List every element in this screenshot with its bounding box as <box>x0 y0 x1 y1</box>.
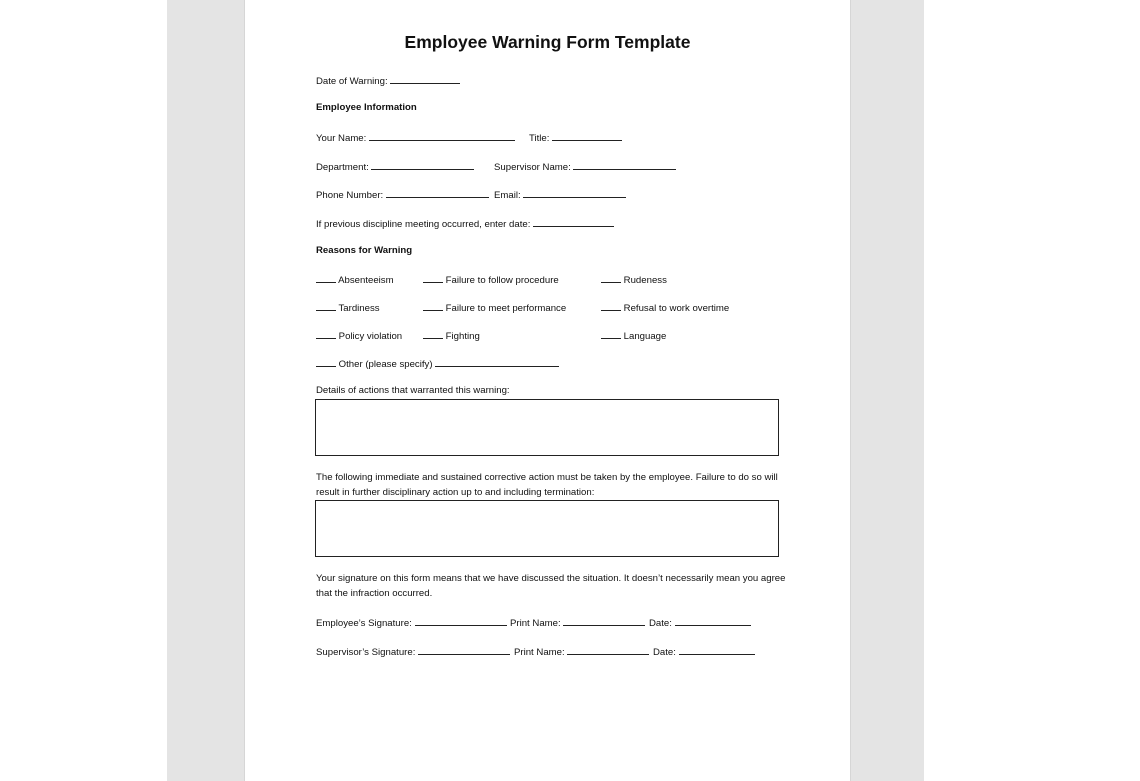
reasons-row <box>316 301 796 313</box>
reason-language: Language <box>623 331 667 342</box>
document-page <box>245 0 850 781</box>
reason-failure-procedure: Failure to follow procedure <box>445 275 559 286</box>
reason-tardiness: Tardiness <box>338 303 380 314</box>
phone-email-row <box>316 188 796 200</box>
reason-absenteeism: Absenteeism <box>338 275 394 286</box>
page-title: Employee Warning Form Template <box>404 32 691 52</box>
date-of-warning-field[interactable] <box>390 74 460 84</box>
supervisor-name-field[interactable] <box>573 160 676 170</box>
phone-number-label: Phone Number: <box>316 190 384 201</box>
supervisor-date-label: Date: <box>653 647 676 658</box>
previous-meeting-row <box>316 217 614 231</box>
left-gutter <box>167 0 245 781</box>
reason-checkbox-blank[interactable] <box>316 357 336 367</box>
name-title-row <box>316 131 796 143</box>
reason-checkbox-blank[interactable] <box>316 273 336 283</box>
supervisor-date-field[interactable] <box>679 645 755 655</box>
supervisor-signature-label: Supervisor’s Signature: <box>316 647 416 658</box>
reasons-heading: Reasons for Warning <box>316 245 413 256</box>
email-field[interactable] <box>523 188 626 198</box>
phone-number-field[interactable] <box>386 188 489 198</box>
reason-checkbox-blank[interactable] <box>423 329 443 339</box>
reasons-row <box>316 329 796 341</box>
corrective-action-textbox[interactable] <box>315 500 779 557</box>
employee-signature-label: Employee’s Signature: <box>316 618 412 629</box>
reason-rudeness: Rudeness <box>623 275 667 286</box>
reason-other-field[interactable] <box>435 357 559 367</box>
reason-checkbox-blank[interactable] <box>601 273 621 283</box>
employee-signature-field[interactable] <box>415 616 507 626</box>
reason-fighting: Fighting <box>445 331 480 342</box>
supervisor-print-name-field[interactable] <box>567 645 649 655</box>
title-field[interactable] <box>552 131 622 141</box>
email-label: Email: <box>494 190 521 201</box>
previous-meeting-date-field[interactable] <box>533 217 614 227</box>
title-label: Title: <box>529 133 550 144</box>
reason-other-label: Other (please specify) <box>338 359 433 370</box>
reason-checkbox-blank[interactable] <box>601 301 621 311</box>
employee-print-name-label: Print Name: <box>510 618 561 629</box>
supervisor-name-label: Supervisor Name: <box>494 162 571 173</box>
department-label: Department: <box>316 162 369 173</box>
reason-failure-performance: Failure to meet performance <box>445 303 567 314</box>
reason-checkbox-blank[interactable] <box>601 329 621 339</box>
your-name-label: Your Name: <box>316 133 367 144</box>
employee-date-field[interactable] <box>675 616 751 626</box>
reason-checkbox-blank[interactable] <box>423 273 443 283</box>
date-of-warning-row <box>316 74 460 88</box>
department-field[interactable] <box>371 160 474 170</box>
reason-checkbox-blank[interactable] <box>316 301 336 311</box>
reason-checkbox-blank[interactable] <box>316 329 336 339</box>
employee-print-name-field[interactable] <box>563 616 645 626</box>
corrective-action-text: The following immediate and sustained corrective action must be taken by the employee. Failure to do so will result in further disciplinary action up to and including termination: <box>316 472 778 498</box>
department-supervisor-row <box>316 160 796 172</box>
signature-note: Your signature on this form means that we have discussed the situation. It doesn’t necessarily mean you agree that the infraction occurred. <box>316 573 786 599</box>
employee-date-label: Date: <box>649 618 672 629</box>
your-name-field[interactable] <box>369 131 515 141</box>
supervisor-signature-row <box>316 645 796 657</box>
reason-other-row <box>316 357 559 371</box>
supervisor-signature-field[interactable] <box>418 645 510 655</box>
details-label: Details of actions that warranted this warning: <box>316 385 510 396</box>
reason-checkbox-blank[interactable] <box>423 301 443 311</box>
employee-signature-row <box>316 616 796 628</box>
reasons-row <box>316 273 796 285</box>
employee-info-heading: Employee Information <box>316 102 417 113</box>
previous-meeting-label: If previous discipline meeting occurred, enter date: <box>316 219 531 230</box>
right-gutter <box>850 0 924 781</box>
reason-policy-violation: Policy violation <box>338 331 403 342</box>
details-textbox[interactable] <box>315 399 779 456</box>
supervisor-print-name-label: Print Name: <box>514 647 565 658</box>
date-of-warning-label: Date of Warning: <box>316 76 388 87</box>
reason-refusal-overtime: Refusal to work overtime <box>623 303 730 314</box>
